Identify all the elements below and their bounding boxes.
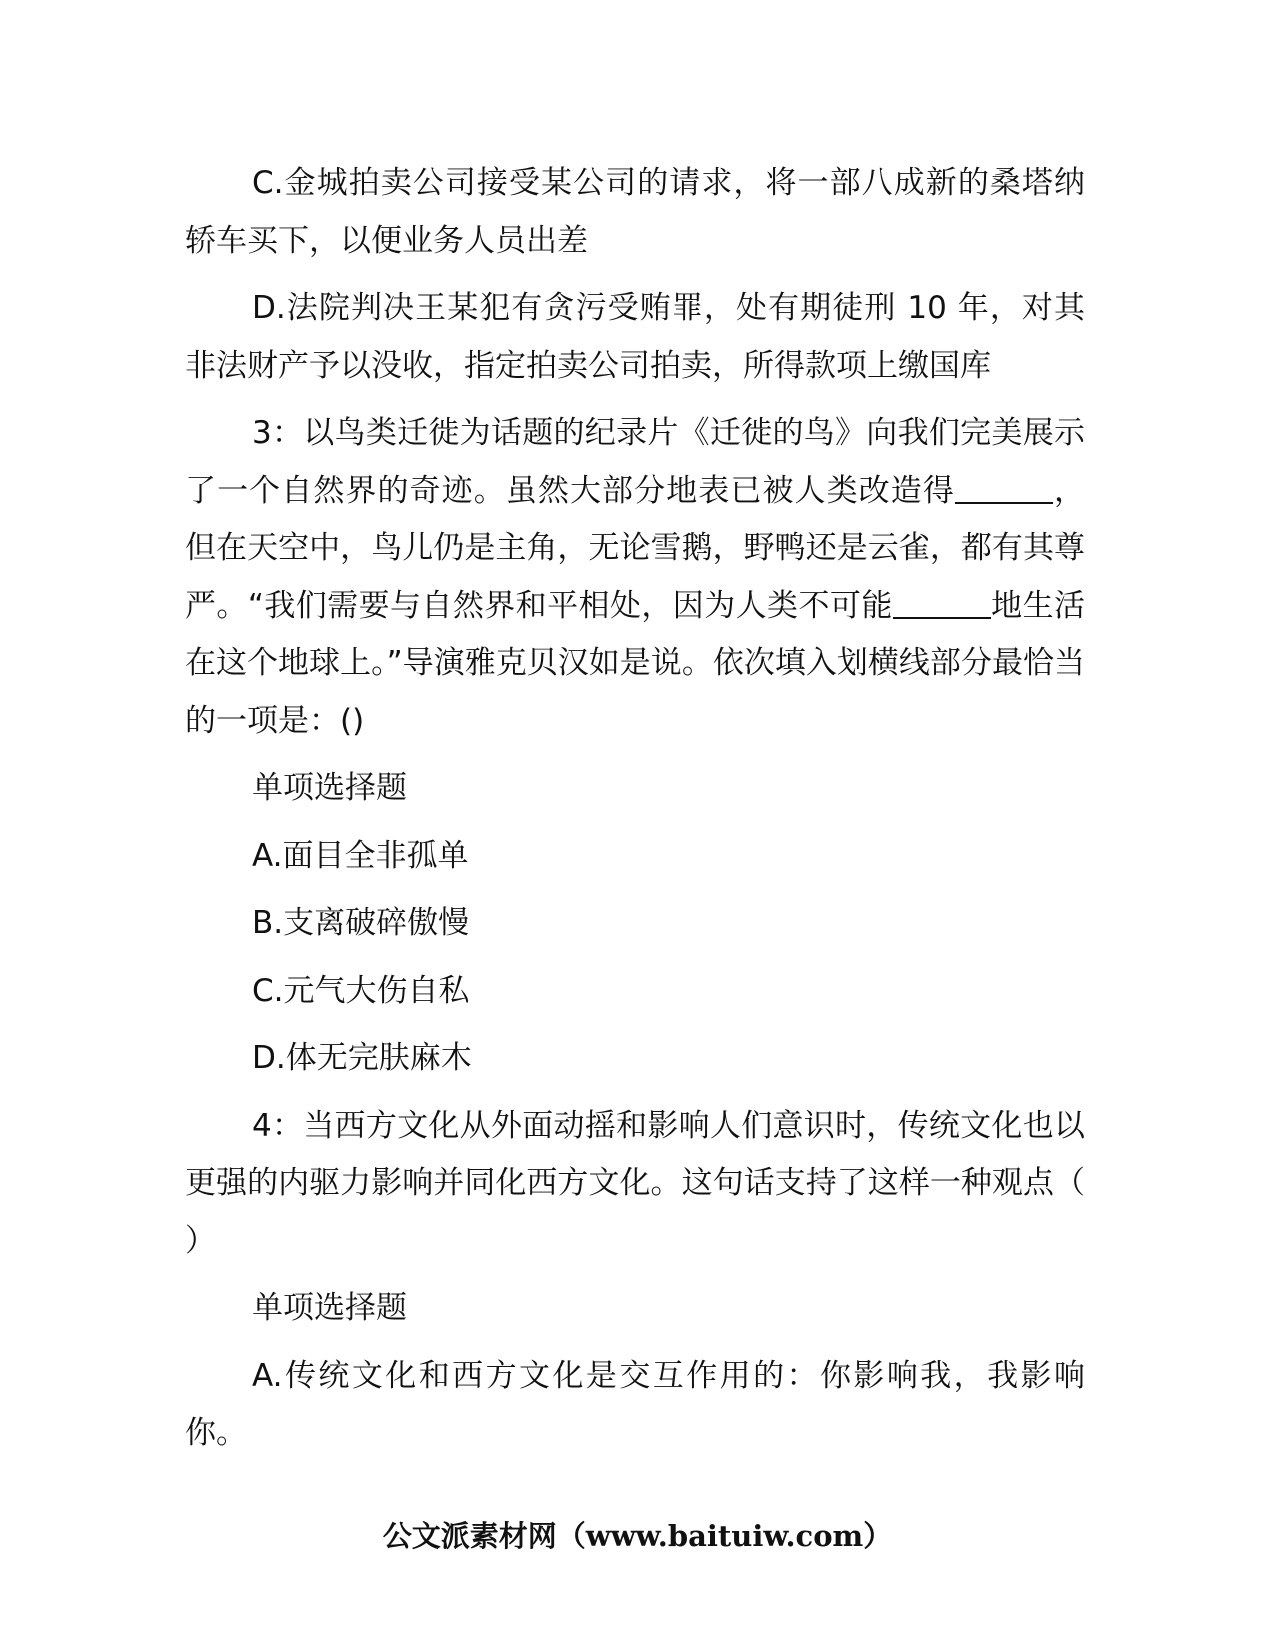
q3-stem-part1: 3：以鸟类迁徙为话题的纪录片《迁徙的鸟》向我们完美展示了一个自然界的奇迹。虽然大部分地表已被人类改造得 <box>185 415 1085 509</box>
q3-blank-2 <box>893 586 991 619</box>
q3-option-c: C.元气大伤自私 <box>252 972 470 1009</box>
q3-type-label: 单项选择题 <box>252 770 407 806</box>
q2-option-c: C.金城拍卖公司接受某公司的请求，将一部八成新的桑塔纳轿车买下，以便业务人员出差 <box>185 165 1085 259</box>
page-footer: 公文派素材网（www.baituiw.com） <box>382 1519 893 1553</box>
q3-blank-1 <box>955 471 1053 504</box>
q3-stem-part2: ，但在天空中，鸟儿仍是主角，无论雪鹅，野鸭还是云雀，都有其尊严。“我们需要与自然界和平相处，因为人类不可能 <box>185 472 1086 624</box>
q3-option-b: B.支离破碎傲慢 <box>252 905 470 941</box>
q2-option-d: D.法院判决王某犯有贪污受贿罪，处有期徒刑 10 年，对其非法财产予以没收，指定拍卖公司拍卖，所得款项上缴国库 <box>185 290 1085 384</box>
q4-type-label: 单项选择题 <box>252 1290 407 1326</box>
q4-option-a: A.传统文化和西方文化是交互作用的：你影响我，我影响你。 <box>185 1357 1085 1451</box>
q3-stem <box>185 405 1085 750</box>
q4-stem: 4：当西方文化从外面动摇和影响人们意识时，传统文化也以更强的内驱力影响并同化西方文化。这句话支持了这样一种观点（ ） <box>185 1107 1085 1259</box>
q3-stem-part3: 地生活在这个地球上。”导演雅克贝汉如是说。依次填入划横线部分最恰当的一项是：() <box>185 587 1085 739</box>
document-body <box>185 155 1085 1473</box>
q3-option-a: A.面目全非孤单 <box>252 837 469 874</box>
q3-option-d: D.体无完肤麻木 <box>252 1040 472 1076</box>
